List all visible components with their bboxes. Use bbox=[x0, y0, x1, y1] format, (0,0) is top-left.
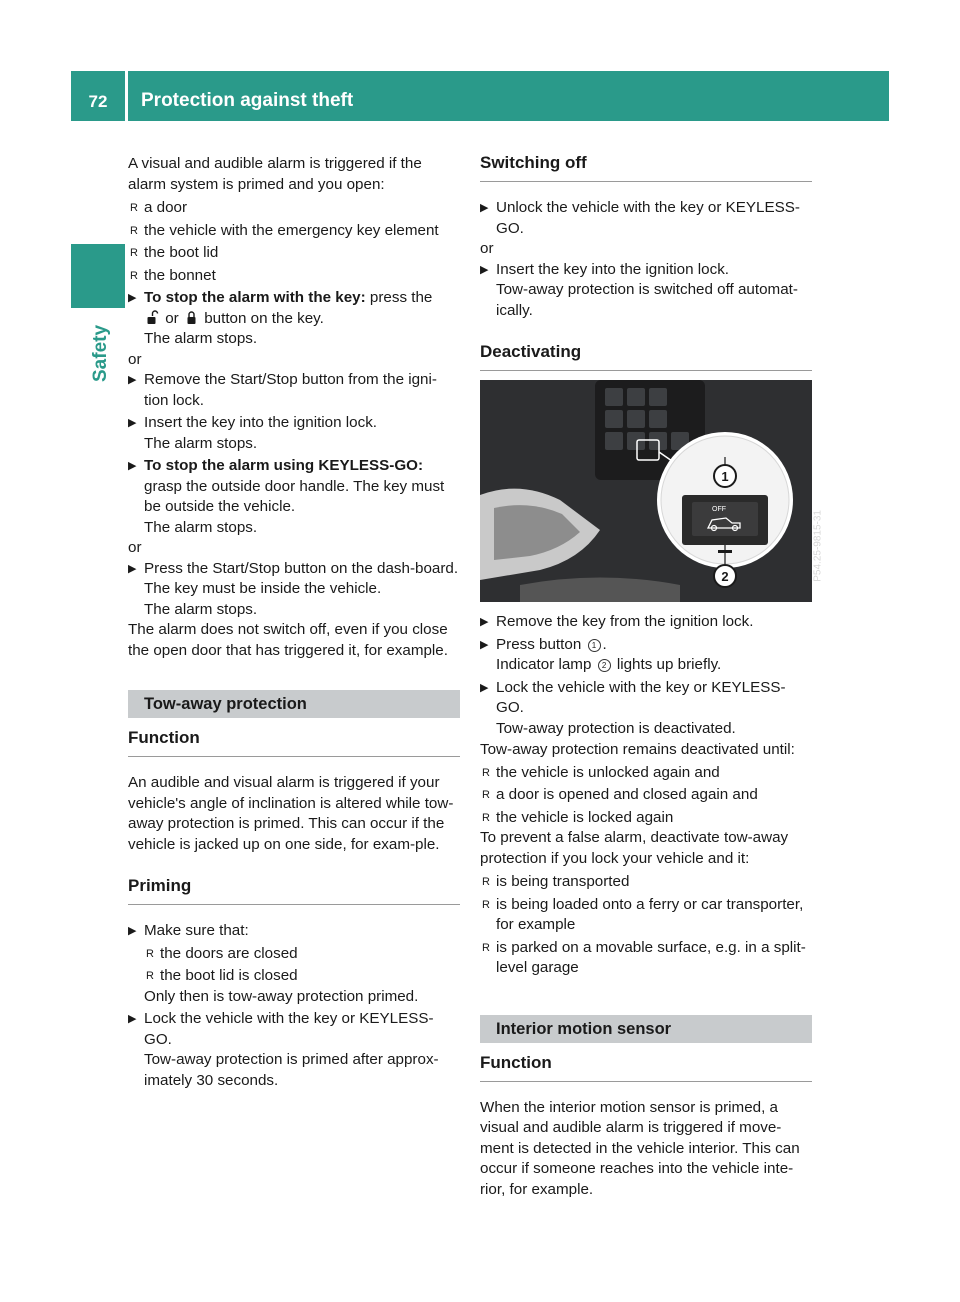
or-text: or bbox=[480, 240, 494, 257]
function-text: When the interior motion sensor is primed, a visual and audible alarm is triggered if move-ment is detected in the vehicle interior. This can occur if someone reaches into the vehicle inte-rior, for example. bbox=[480, 1098, 800, 1198]
remove-key-step: ▶ Remove the key from the ignition lock. bbox=[480, 613, 754, 630]
off-label: OFF bbox=[712, 506, 726, 513]
header-divider bbox=[125, 71, 128, 121]
remove-step: ▶ Remove the Start/Stop button from the igni-tion lock. bbox=[128, 371, 437, 409]
list-item: R the vehicle with the emergency key element bbox=[130, 221, 439, 239]
remains-text: Tow-away protection remains deactivated until: bbox=[480, 741, 795, 758]
right-column bbox=[480, 153, 824, 1200]
callout-badge-2: 2 bbox=[598, 659, 611, 672]
make-sure-step: ▶ Make sure that: R the doors are closed R the boot lid is closed Only then is tow-away protection primed. bbox=[128, 921, 460, 1007]
list-item: R the bonnet bbox=[130, 266, 216, 284]
side-tab-block bbox=[71, 244, 125, 308]
list-item: R the doors are closed bbox=[146, 944, 298, 962]
list-item: R the boot lid is closed bbox=[146, 967, 298, 984]
press-step: ▶ Press the Start/Stop button on the dash-board. The key must be inside the vehicle. The alarm stops. bbox=[128, 559, 459, 618]
page-number: 72 bbox=[88, 92, 108, 111]
function-heading: Function bbox=[480, 1052, 812, 1082]
lock-key-icon bbox=[185, 311, 198, 325]
insert-step: ▶ Insert the key into the ignition lock. Tow-away protection is switched off automat-ically. bbox=[480, 260, 798, 319]
stop-key-step: ▶ To stop the alarm with the key: press the or button on the key. The alarm stops. bbox=[128, 289, 433, 347]
prevent-text: To prevent a false alarm, deactivate tow-away protection if you lock your vehicle and it: bbox=[480, 829, 789, 867]
list-item: R a door is opened and closed again and bbox=[482, 786, 758, 803]
unlock-key-icon bbox=[146, 311, 159, 325]
callout-2: 2 bbox=[721, 569, 729, 584]
interior-motion-banner: Interior motion sensor bbox=[480, 1015, 812, 1043]
callout-1: 1 bbox=[721, 469, 729, 484]
open-list bbox=[128, 198, 460, 286]
priming-heading: Priming bbox=[128, 875, 460, 905]
lock-step: ▶ Lock the vehicle with the key or KEYLESS-GO. Tow-away protection is primed after approx-imately 30 seconds. bbox=[128, 1010, 439, 1089]
left-column bbox=[128, 154, 460, 1091]
list-item: R the vehicle is unlocked again and bbox=[482, 763, 720, 781]
step-arrow-icon: ▶ bbox=[128, 292, 137, 304]
function-text: An audible and visual alarm is triggered if your vehicle's angle of inclination is altered while tow-away protection is primed. This can occur if the vehicle is jacked up on one side, for exam-ple. bbox=[128, 774, 454, 853]
list-item: R is being loaded onto a ferry or car transporter, for example bbox=[482, 895, 804, 933]
page-title: Protection against theft bbox=[141, 90, 354, 111]
deactivating-heading: Deactivating bbox=[480, 341, 812, 371]
side-tab-label: Safety bbox=[90, 324, 111, 382]
note-text: The alarm does not switch off, even if you close the open door that has triggered it, for example. bbox=[128, 621, 448, 659]
tow-away-banner: Tow-away protection bbox=[128, 690, 460, 718]
or-text: or bbox=[128, 539, 142, 556]
insert-step: ▶ Insert the key into the ignition lock. The alarm stops. bbox=[128, 414, 378, 452]
press-button-step: ▶ Press button 1 . Indicator lamp 2 lights up briefly. bbox=[480, 635, 722, 673]
list-item: R a door bbox=[130, 199, 188, 216]
or-text: or bbox=[128, 350, 142, 368]
prevent-list bbox=[480, 872, 812, 979]
list-item: R is being transported bbox=[482, 873, 630, 890]
function-heading: Function bbox=[128, 727, 460, 757]
figure-id: P54.25-9815-31 bbox=[813, 510, 824, 582]
intro-text: A visual and audible alarm is triggered if the alarm system is primed and you open: bbox=[128, 155, 422, 193]
unlock-step: ▶ Unlock the vehicle with the key or KEYLESS-GO. bbox=[480, 199, 800, 237]
list-item: R the boot lid bbox=[130, 244, 219, 261]
control-panel-illustration bbox=[480, 380, 812, 602]
until-list bbox=[480, 763, 812, 829]
list-item: R the vehicle is locked again bbox=[482, 808, 674, 826]
overhead-control-panel-figure bbox=[480, 380, 824, 602]
switching-off-heading: Switching off bbox=[480, 152, 812, 182]
stop-keylessgo-step: ▶ To stop the alarm using KEYLESS-GO: grasp the outside door handle. The key must be outside the vehicle. The alarm stops. bbox=[128, 457, 445, 536]
list-item: R is parked on a movable surface, e.g. in a split-level garage bbox=[482, 938, 806, 976]
callout-badge-1: 1 bbox=[588, 639, 601, 652]
lock-step: ▶ Lock the vehicle with the key or KEYLESS-GO. Tow-away protection is deactivated. bbox=[480, 678, 786, 737]
